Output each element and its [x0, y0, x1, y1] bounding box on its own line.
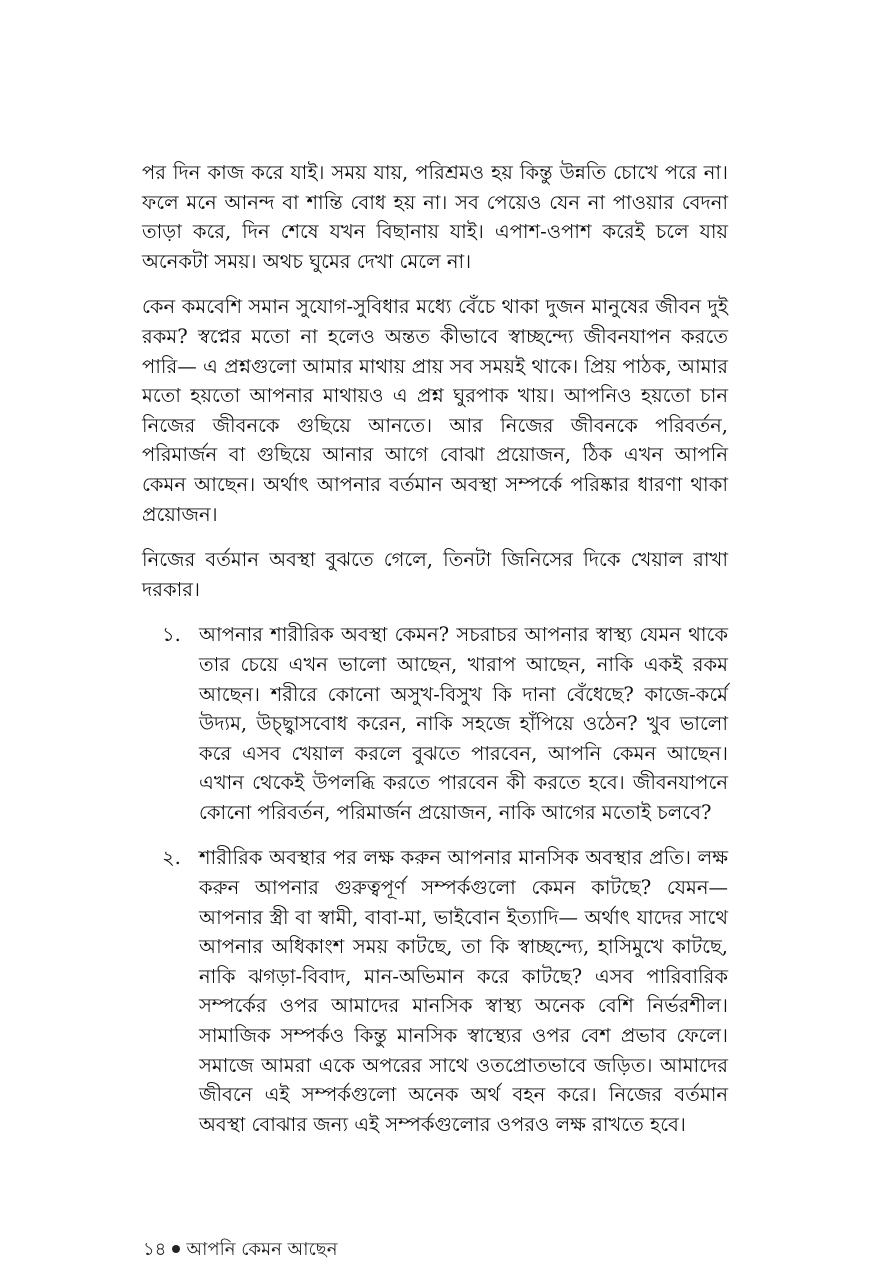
running-title: আপনি কেমন আছেন — [186, 1239, 338, 1260]
bullet-separator-icon — [172, 1245, 180, 1253]
list-item-number: ২. — [162, 846, 181, 870]
list-item-text: শারীরিক অবস্থার পর লক্ষ করুন আপনার মানসিক অবস্থার প্রতি। লক্ষ করুন আপনার গুরুত্বপূর্ণ সম্পর্কগুলো কেমন কাটছে? যেমন— আপনার স্ত্রী বা স্বামী, বাবা-মা, ভাইবোন ইত্যাদি— অর্থাৎ যাদের সাথে আপনার অধিকাংশ সময় কাটছে, তা কি স্বাচ্ছন্দ্যে, হাসিমুখে কাটছে, নাকি ঝগড়া-বিবাদ, মান-অভিমান করে কাটছে? এসব পারিবারিক সম্পর্কের ওপর আমাদের মানসিক স্বাস্থ্য অনেক বেশি নির্ভরশীল। সামাজিক সম্পর্কও কিন্তু মানসিক স্বাস্থ্যের ওপর বেশ প্রভাব ফেলে। সমাজে আমরা একে অপরের সাথে ওতপ্রোতভাবে জড়িত। আমাদের জীবনে এই সম্পর্কগুলো অনেক অর্থ বহন করে। নিজের বর্তমান অবস্থা বোঝার জন্য এই সম্পর্কগুলোর ওপরও লক্ষ রাখতে হবে। — [199, 846, 728, 1136]
list-item — [142, 620, 728, 827]
list-item-number: ১. — [162, 623, 181, 647]
list-item-text: আপনার শারীরিক অবস্থা কেমন? সচরাচর আপনার স্বাস্থ্য যেমন থাকে তার চেয়ে এখন ভালো আছেন, খারাপ আছেন, নাকি একই রকম আছেন। শরীরে কোনো অসুখ-বিসুখ কি দানা বেঁধেছে? কাজে-কর্মে উদ্যম, উচ্ছ্বাসবোধ করেন, নাকি সহজে হাঁপিয়ে ওঠেন? খুব ভালো করে এসব খেয়াল করলে বুঝতে পারবেন, আপনি কেমন আছেন। এখান থেকেই উপলব্ধি করতে পারবেন কী করতে হবে। জীবনযাপনে কোনো পরিবর্তন, পরিমার্জন প্রয়োজন, নাকি আগের মতোই চলবে? — [199, 623, 728, 824]
numbered-list — [142, 620, 728, 1139]
list-item — [142, 843, 728, 1139]
paragraph: নিজের বর্তমান অবস্থা বুঝতে গেলে, তিনটা জিনিসের দিকে খেয়াল রাখা দরকার। — [142, 548, 728, 601]
page-body — [142, 158, 728, 1155]
page-footer — [143, 1238, 337, 1262]
page-number: ১৪ — [143, 1239, 167, 1260]
paragraph: কেন কমবেশি সমান সুযোগ-সুবিধার মধ্যে বেঁচে থাকা দুজন মানুষের জীবন দুই রকম? স্বপ্নের মতো না হলেও অন্তত কীভাবে স্বাচ্ছন্দ্যে জীবনযাপন করতে পারি— এ প্রশ্নগুলো আমার মাথায় প্রায় সব সময়ই থাকে। প্রিয় পাঠক, আমার মতো হয়তো আপনার মাথায়ও এ প্রশ্ন ঘুরপাক খায়। আপনিও হয়তো চান নিজের জীবনকে গুছিয়ে আনতে। আর নিজের জীবনকে পরিবর্তন, পরিমার্জন বা গুছিয়ে আনার আগে বোঝা প্রয়োজন, ঠিক এখন আপনি কেমন আছেন। অর্থাৎ আপনার বর্তমান অবস্থা সম্পর্কে পরিষ্কার ধারণা থাকা প্রয়োজন। — [142, 295, 728, 526]
paragraph: পর দিন কাজ করে যাই। সময় যায়, পরিশ্রমও হয় কিন্তু উন্নতি চোখে পরে না। ফলে মনে আনন্দ বা শান্তি বোধ হয় না। সব পেয়েও যেন না পাওয়ার বেদনা তাড়া করে, দিন শেষে যখন বিছানায় যাই। এপাশ-ওপাশ করেই চলে যায় অনেকটা সময়। অথচ ঘুমের দেখা মেলে না। — [142, 161, 728, 273]
